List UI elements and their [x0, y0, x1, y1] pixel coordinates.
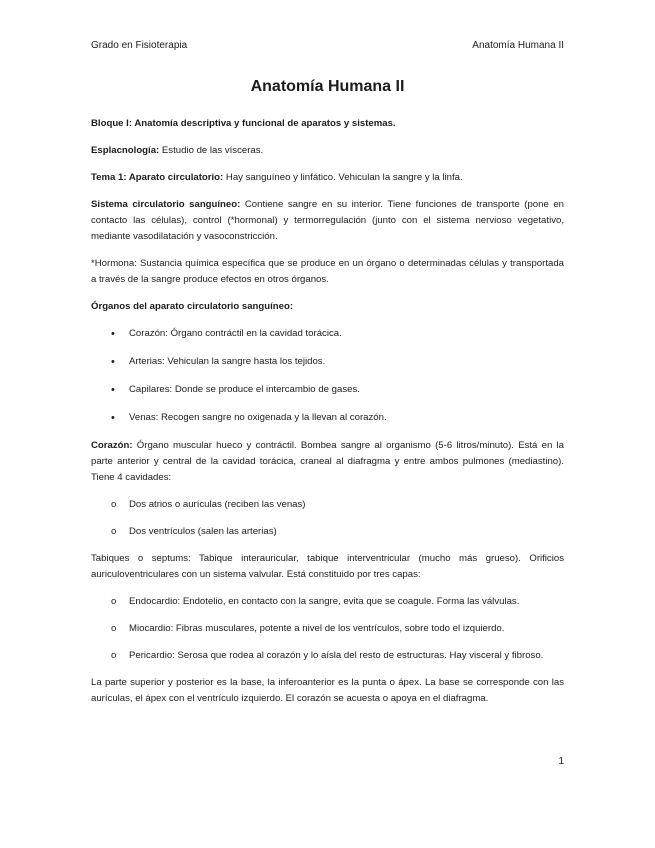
list-item: o Miocardio: Fibras musculares, potente a nivel de los ventrículos, sobre todo el izquierdo. — [91, 621, 564, 637]
hormona-paragraph: *Hormona: Sustancia química específica que se produce en un órgano o determinadas células y transportada a través de la sangre produce efectos en otros órganos. — [91, 258, 564, 285]
capas-list — [91, 594, 564, 664]
esplacnologia-text: Estudio de las vísceras. — [159, 145, 264, 156]
corazon-label: Corazón: — [91, 440, 133, 451]
page-title: Anatomía Humana II — [250, 78, 405, 95]
cavidades-list — [91, 497, 564, 540]
list-item: o Dos ventrículos (salen las arterias) — [91, 524, 564, 540]
tabiques-paragraph: Tabiques o septums: Tabique interauricular, tabique interventricular (mucho más grueso). Orificios auriculoventriculares con un sistema valvular. Está constituido por tres capas: — [91, 553, 564, 580]
base-paragraph: La parte superior y posterior es la base, la inferoanterior es la punta o ápex. La base se corresponde con las aurículas, el ápex con el ventrículo izquierdo. El corazón se acuesta o apoya en el diafragma. — [91, 677, 564, 704]
tema-paragraph — [91, 170, 564, 186]
esplacnologia-paragraph — [91, 143, 564, 159]
page-header — [91, 40, 564, 54]
organos-heading-paragraph — [91, 299, 564, 315]
tema-text: Hay sanguíneo y linfático. Vehiculan la sangre y la linfa. — [223, 172, 463, 183]
organos-list — [91, 326, 564, 426]
list-item: o Dos atrios o aurículas (reciben las venas) — [91, 497, 564, 513]
sistema-paragraph — [91, 197, 564, 245]
corazon-paragraph — [91, 438, 564, 486]
page-number: 1 — [558, 756, 564, 767]
corazon-text: Órgano muscular hueco y contráctil. Bombea sangre al organismo (5-6 litros/minuto). Está en la parte anterior y central de la cavidad torácica, craneal al diafragma y entre ambos pulmones (mediastino). Tiene 4 cavidades: — [91, 440, 564, 483]
document-body — [91, 116, 564, 718]
organos-heading: Órganos del aparato circulatorio sanguíneo: — [91, 301, 294, 312]
list-item: • Venas: Recogen sangre no oxigenada y la llevan al corazón. — [91, 410, 564, 426]
tema-label: Tema 1: Aparato circulatorio: — [91, 172, 224, 183]
sistema-text: Contiene sangre en su interior. Tiene funciones de transporte (pone en contacto las células), control (*hormonal) y termorregulación (junto con el sistema nervioso vegetativo, mediante vasodilatación y vasoconstricción. — [91, 199, 565, 242]
bloque-paragraph — [91, 116, 564, 132]
list-item: • Corazón: Órgano contráctil en la cavidad torácica. — [91, 326, 564, 342]
sistema-label: Sistema circulatorio sanguíneo: — [91, 199, 241, 210]
bloque-label: Bloque I: Anatomía descriptiva y funcional de aparatos y sistemas. — [91, 118, 396, 129]
list-item: • Arterias: Vehiculan la sangre hasta los tejidos. — [91, 354, 564, 370]
header-course: Grado en Fisioterapia — [91, 40, 188, 51]
list-item: o Endocardio: Endotelio, en contacto con la sangre, evita que se coagule. Forma las válvulas. — [91, 594, 564, 610]
list-item: o Pericardio: Serosa que rodea al corazón y lo aísla del resto de estructuras. Hay visceral y fibroso. — [91, 648, 564, 664]
esplacnologia-label: Esplacnología: — [91, 145, 160, 156]
list-item: • Capilares: Donde se produce el intercambio de gases. — [91, 382, 564, 398]
header-subject: Anatomía Humana II — [472, 40, 564, 51]
